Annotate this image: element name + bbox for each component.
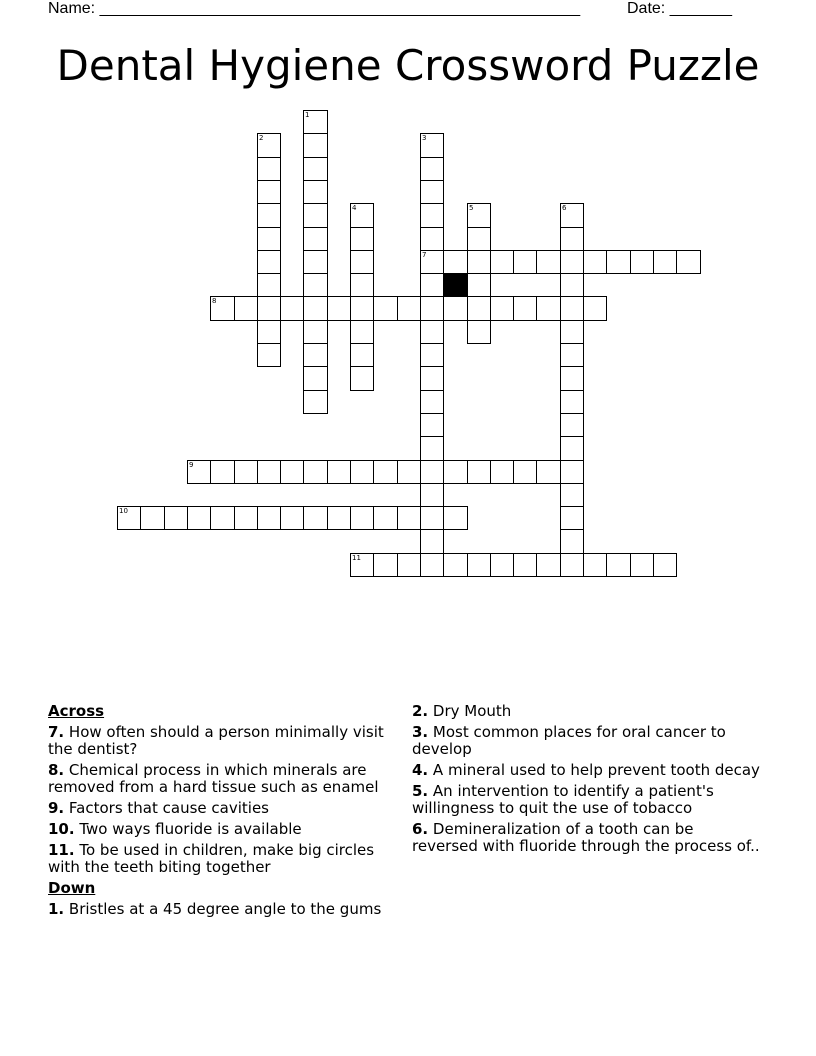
clue-number: 8 bbox=[212, 297, 217, 305]
grid-cell[interactable] bbox=[560, 227, 584, 251]
grid-cell[interactable] bbox=[420, 296, 444, 321]
grid-cell[interactable] bbox=[327, 296, 351, 321]
grid-cell[interactable] bbox=[536, 460, 561, 484]
name-line: Name: ______________________________________________________ bbox=[48, 0, 581, 17]
grid-cell[interactable] bbox=[420, 506, 444, 530]
grid-cell[interactable] bbox=[257, 157, 281, 181]
grid-cell[interactable] bbox=[490, 553, 514, 577]
grid-cell[interactable] bbox=[164, 506, 188, 530]
grid-cell[interactable] bbox=[467, 250, 491, 274]
grid-cell[interactable] bbox=[560, 343, 584, 367]
grid-cell[interactable] bbox=[513, 553, 537, 577]
grid-cell[interactable] bbox=[560, 483, 584, 507]
grid-cell[interactable] bbox=[653, 250, 677, 274]
grid-cell[interactable] bbox=[257, 460, 281, 484]
grid-cell[interactable] bbox=[560, 506, 584, 530]
grid-cell[interactable] bbox=[490, 460, 514, 484]
grid-cell[interactable] bbox=[350, 366, 374, 391]
grid-cell[interactable] bbox=[303, 227, 328, 251]
grid-cell[interactable] bbox=[420, 180, 444, 204]
grid-cell[interactable] bbox=[397, 553, 421, 577]
grid-cell[interactable] bbox=[443, 460, 468, 484]
grid-cell[interactable] bbox=[536, 296, 561, 321]
clue-across-7: 7. How often should a person minimally visit the dentist? bbox=[48, 723, 384, 758]
grid-cell[interactable] bbox=[420, 413, 444, 437]
grid-cell[interactable] bbox=[583, 296, 607, 321]
grid-cell[interactable] bbox=[234, 460, 258, 484]
clue-down-5: 5. An intervention to identify a patient's willingness to quit the use of tobacco bbox=[412, 782, 714, 817]
grid-cell[interactable] bbox=[560, 553, 584, 577]
grid-cell[interactable] bbox=[187, 506, 211, 530]
clue-number: 10 bbox=[119, 507, 128, 515]
grid-cell[interactable] bbox=[443, 296, 468, 321]
grid-cell[interactable] bbox=[420, 366, 444, 391]
grid-cell[interactable] bbox=[303, 273, 328, 297]
grid-cell[interactable] bbox=[560, 203, 584, 228]
clues-right-column bbox=[412, 703, 764, 859]
grid-cell[interactable] bbox=[560, 436, 584, 461]
grid-cell[interactable] bbox=[630, 250, 654, 274]
clue-number: 2 bbox=[259, 134, 264, 142]
grid-cell[interactable] bbox=[327, 506, 351, 530]
grid-cell[interactable] bbox=[560, 273, 584, 297]
grid-cell[interactable] bbox=[350, 250, 374, 274]
clue-number: 4 bbox=[352, 204, 357, 212]
grid-cell[interactable] bbox=[560, 390, 584, 414]
clue-across-9: 9. Factors that cause cavities bbox=[48, 799, 269, 817]
grid-cell[interactable] bbox=[373, 506, 398, 530]
grid-cell[interactable] bbox=[560, 460, 584, 484]
across-heading: Across bbox=[48, 702, 105, 720]
grid-cell[interactable] bbox=[303, 203, 328, 228]
grid-cell[interactable] bbox=[350, 506, 374, 530]
grid-cell[interactable] bbox=[257, 250, 281, 274]
grid-cell[interactable] bbox=[536, 250, 561, 274]
grid-cell[interactable] bbox=[280, 296, 304, 321]
grid-cell[interactable] bbox=[303, 390, 328, 414]
grid-cell[interactable] bbox=[467, 273, 491, 297]
grid-cell[interactable] bbox=[560, 529, 584, 554]
grid-cell[interactable] bbox=[443, 553, 468, 577]
clues-left-column bbox=[48, 703, 400, 922]
grid-cell[interactable] bbox=[187, 460, 211, 484]
grid-cell[interactable] bbox=[630, 553, 654, 577]
clue-down-6: 6. Demineralization of a tooth can be reversed with fluoride through the process of.. bbox=[412, 820, 760, 855]
grid-cell[interactable] bbox=[373, 553, 398, 577]
grid-cell[interactable] bbox=[420, 553, 444, 577]
clue-number: 6 bbox=[562, 204, 567, 212]
grid-block bbox=[443, 273, 468, 297]
grid-cell[interactable] bbox=[280, 460, 304, 484]
grid-cell[interactable] bbox=[257, 343, 281, 367]
grid-cell[interactable] bbox=[560, 296, 584, 321]
grid-cell[interactable] bbox=[420, 529, 444, 554]
grid-cell[interactable] bbox=[467, 296, 491, 321]
grid-cell[interactable] bbox=[420, 273, 444, 297]
clue-across-10: 10. Two ways fluoride is available bbox=[48, 820, 302, 838]
grid-cell[interactable] bbox=[257, 180, 281, 204]
grid-cell[interactable] bbox=[490, 250, 514, 274]
grid-cell[interactable] bbox=[560, 250, 584, 274]
grid-cell[interactable] bbox=[350, 273, 374, 297]
grid-cell[interactable] bbox=[653, 553, 677, 577]
grid-cell[interactable] bbox=[257, 273, 281, 297]
grid-cell[interactable] bbox=[420, 343, 444, 367]
grid-cell[interactable] bbox=[443, 506, 468, 530]
grid-cell[interactable] bbox=[350, 296, 374, 321]
grid-cell[interactable] bbox=[420, 227, 444, 251]
grid-cell[interactable] bbox=[350, 203, 374, 228]
grid-cell[interactable] bbox=[303, 296, 328, 321]
grid-cell[interactable] bbox=[350, 320, 374, 344]
grid-cell[interactable] bbox=[420, 436, 444, 461]
grid-cell[interactable] bbox=[513, 250, 537, 274]
clue-number: 3 bbox=[422, 134, 427, 142]
grid-cell[interactable] bbox=[513, 296, 537, 321]
grid-cell[interactable] bbox=[303, 320, 328, 344]
grid-cell[interactable] bbox=[560, 366, 584, 391]
grid-cell[interactable] bbox=[583, 553, 607, 577]
grid-cell[interactable] bbox=[560, 413, 584, 437]
grid-cell[interactable] bbox=[420, 320, 444, 344]
grid-cell[interactable] bbox=[420, 157, 444, 181]
grid-cell[interactable] bbox=[303, 180, 328, 204]
grid-cell[interactable] bbox=[420, 133, 444, 158]
grid-cell[interactable] bbox=[373, 296, 398, 321]
grid-cell[interactable] bbox=[117, 506, 141, 530]
grid-cell[interactable] bbox=[280, 506, 304, 530]
grid-cell[interactable] bbox=[420, 203, 444, 228]
clue-number: 7 bbox=[422, 251, 427, 259]
clue-number: 1 bbox=[305, 111, 310, 119]
grid-cell[interactable] bbox=[234, 296, 258, 321]
grid-cell[interactable] bbox=[420, 250, 444, 274]
clue-down-1: 1. Bristles at a 45 degree angle to the gums bbox=[48, 900, 382, 918]
clue-number: 11 bbox=[352, 554, 361, 562]
grid-cell[interactable] bbox=[350, 227, 374, 251]
grid-cell[interactable] bbox=[420, 483, 444, 507]
grid-cell[interactable] bbox=[234, 506, 258, 530]
clue-down-2: 2. Dry Mouth bbox=[412, 702, 512, 720]
grid-cell[interactable] bbox=[303, 110, 328, 134]
grid-cell[interactable] bbox=[303, 157, 328, 181]
grid-cell[interactable] bbox=[397, 460, 421, 484]
grid-cell[interactable] bbox=[397, 296, 421, 321]
grid-cell[interactable] bbox=[210, 296, 235, 321]
grid-cell[interactable] bbox=[257, 203, 281, 228]
grid-cell[interactable] bbox=[420, 390, 444, 414]
grid-cell[interactable] bbox=[467, 320, 491, 344]
grid-cell[interactable] bbox=[257, 296, 281, 321]
grid-cell[interactable] bbox=[350, 343, 374, 367]
grid-cell[interactable] bbox=[606, 553, 631, 577]
grid-cell[interactable] bbox=[303, 366, 328, 391]
grid-cell[interactable] bbox=[420, 460, 444, 484]
grid-cell[interactable] bbox=[257, 320, 281, 344]
grid-cell[interactable] bbox=[140, 506, 165, 530]
grid-cell[interactable] bbox=[210, 506, 235, 530]
grid-cell[interactable] bbox=[467, 553, 491, 577]
grid-cell[interactable] bbox=[606, 250, 631, 274]
grid-cell[interactable] bbox=[467, 203, 491, 228]
clue-number: 9 bbox=[189, 461, 194, 469]
grid-cell[interactable] bbox=[350, 553, 374, 577]
clue-number: 5 bbox=[469, 204, 474, 212]
page-title: Dental Hygiene Crossword Puzzle bbox=[56, 41, 760, 90]
grid-cell[interactable] bbox=[443, 250, 468, 274]
grid-cell[interactable] bbox=[303, 343, 328, 367]
grid-cell[interactable] bbox=[467, 460, 491, 484]
clue-down-4: 4. A mineral used to help prevent tooth decay bbox=[412, 761, 760, 779]
grid-cell[interactable] bbox=[676, 250, 701, 274]
grid-cell[interactable] bbox=[327, 460, 351, 484]
grid-cell[interactable] bbox=[210, 460, 235, 484]
grid-cell[interactable] bbox=[257, 227, 281, 251]
grid-cell[interactable] bbox=[303, 506, 328, 530]
grid-cell[interactable] bbox=[397, 506, 421, 530]
date-line: Date: _______ bbox=[627, 0, 732, 17]
grid-cell[interactable] bbox=[373, 460, 398, 484]
down-heading: Down bbox=[48, 879, 96, 897]
grid-cell[interactable] bbox=[303, 250, 328, 274]
grid-cell[interactable] bbox=[257, 506, 281, 530]
clue-across-8: 8. Chemical process in which minerals are removed from a hard tissue such as enamel bbox=[48, 761, 379, 796]
grid-cell[interactable] bbox=[350, 460, 374, 484]
clue-down-3: 3. Most common places for oral cancer to develop bbox=[412, 723, 726, 758]
grid-cell[interactable] bbox=[303, 133, 328, 158]
grid-cell[interactable] bbox=[257, 133, 281, 158]
grid-cell[interactable] bbox=[583, 250, 607, 274]
clue-across-11: 11. To be used in children, make big circles with the teeth biting together bbox=[48, 841, 375, 876]
grid-cell[interactable] bbox=[536, 553, 561, 577]
grid-cell[interactable] bbox=[303, 460, 328, 484]
grid-cell[interactable] bbox=[560, 320, 584, 344]
grid-cell[interactable] bbox=[490, 296, 514, 321]
grid-cell[interactable] bbox=[513, 460, 537, 484]
grid-cell[interactable] bbox=[467, 227, 491, 251]
